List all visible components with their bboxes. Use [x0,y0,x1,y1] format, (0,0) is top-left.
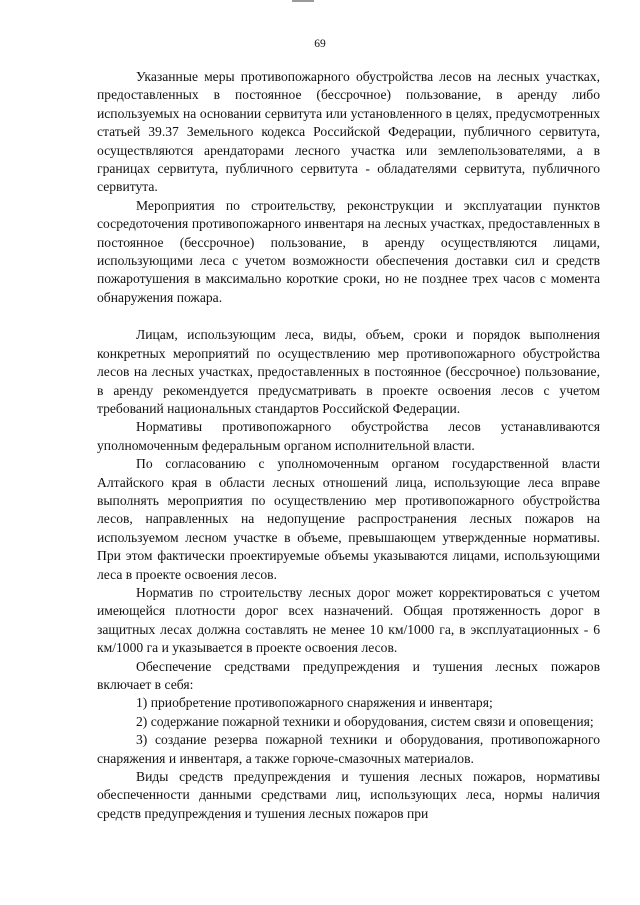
paragraph-forest-users: Лицам, использующим леса, виды, объем, сроки и порядок выполнения конкретных мероприятий по осуществлению мер противопожарного обустройства лесов на лесных участках, предоставленных в постоянное (бессрочное) пользование, в аренду рекомендуется предусматривать в проекте освоения лесов с учетом требований национальных стандартов Российской Федерации. [97,327,600,416]
paragraph-fire-measures: Указанные меры противопожарного обустройства лесов на лесных участках, предоставленных в постоянное (бессрочное) пользование, в аренду либо используемых на основании сервитута или установленного в целях, предусмотренных статьей 39.37 Земельного кодекса Российской Федерации, публичного сервитута, осуществляются арендаторами лесного участка или землепользователями, а в границах сервитута, публичного сервитута - обладателями сервитута, публичного сервитута. [97,69,600,195]
top-edge-mark [292,0,314,2]
paragraph-provision-intro: Обеспечение средствами предупреждения и тушения лесных пожаров включает в себя: [97,658,600,692]
paragraph-inventory-points: Мероприятия по строительству, реконструкции и эксплуатации пунктов сосредоточения противопожарного инвентаря на лесных участках, предоставленных в постоянное (бессрочное) пользование, в аренду осуществляются лицами, использующими леса с учетом возможности обеспечения доставки сил и средств пожаротушения в максимально короткие сроки, но не позднее трех часов с момента обнаружения пожара. [97,197,600,305]
list-item-1: 1) приобретение противопожарного снаряжения и инвентаря; [136,695,493,711]
list-item-3: 3) создание резерва пожарной техники и оборудования, противопожарного снаряжения и инвентаря, а также горюче-смазочных материалов. [97,732,600,766]
paragraph-road-norm: Норматив по строительству лесных дорог может корректироваться с учетом имеющейся плотности дорог всех назначений. Общая протяженность дорог в защитных лесах должна составлять не менее 10 км/1000 га, в эксплуатационных - 6 км/1000 га и указывается в проекте освоения лесов. [97,584,600,656]
paragraph-norms-authority: Нормативы противопожарного обустройства лесов устанавливаются уполномоченным федеральным органом исполнительной власти. [97,419,600,453]
body-text [97,68,600,823]
page-number: 69 [314,38,326,50]
list-item-2: 2) содержание пожарной техники и оборудования, систем связи и оповещения; [136,713,594,729]
paragraph-agreement: По согласованию с уполномоченным органом государственной власти Алтайского края в области лесных отношений лица, использующие леса вправе выполнять мероприятия по осуществлению мер противопожарного обустройства лесов, направленных на недопущение распространения лесных пожаров на используемом лесном участке в объеме, превышающем утвержденные нормативы. При этом фактически проектируемые объемы указываются лицами, использующими леса в проекте освоения лесов. [97,456,600,582]
paragraph-types-of-means: Виды средств предупреждения и тушения лесных пожаров, нормативы обеспеченности данными средствами лиц, использующих леса, нормы наличия средств предупреждения и тушения лесных пожаров при [97,769,600,821]
